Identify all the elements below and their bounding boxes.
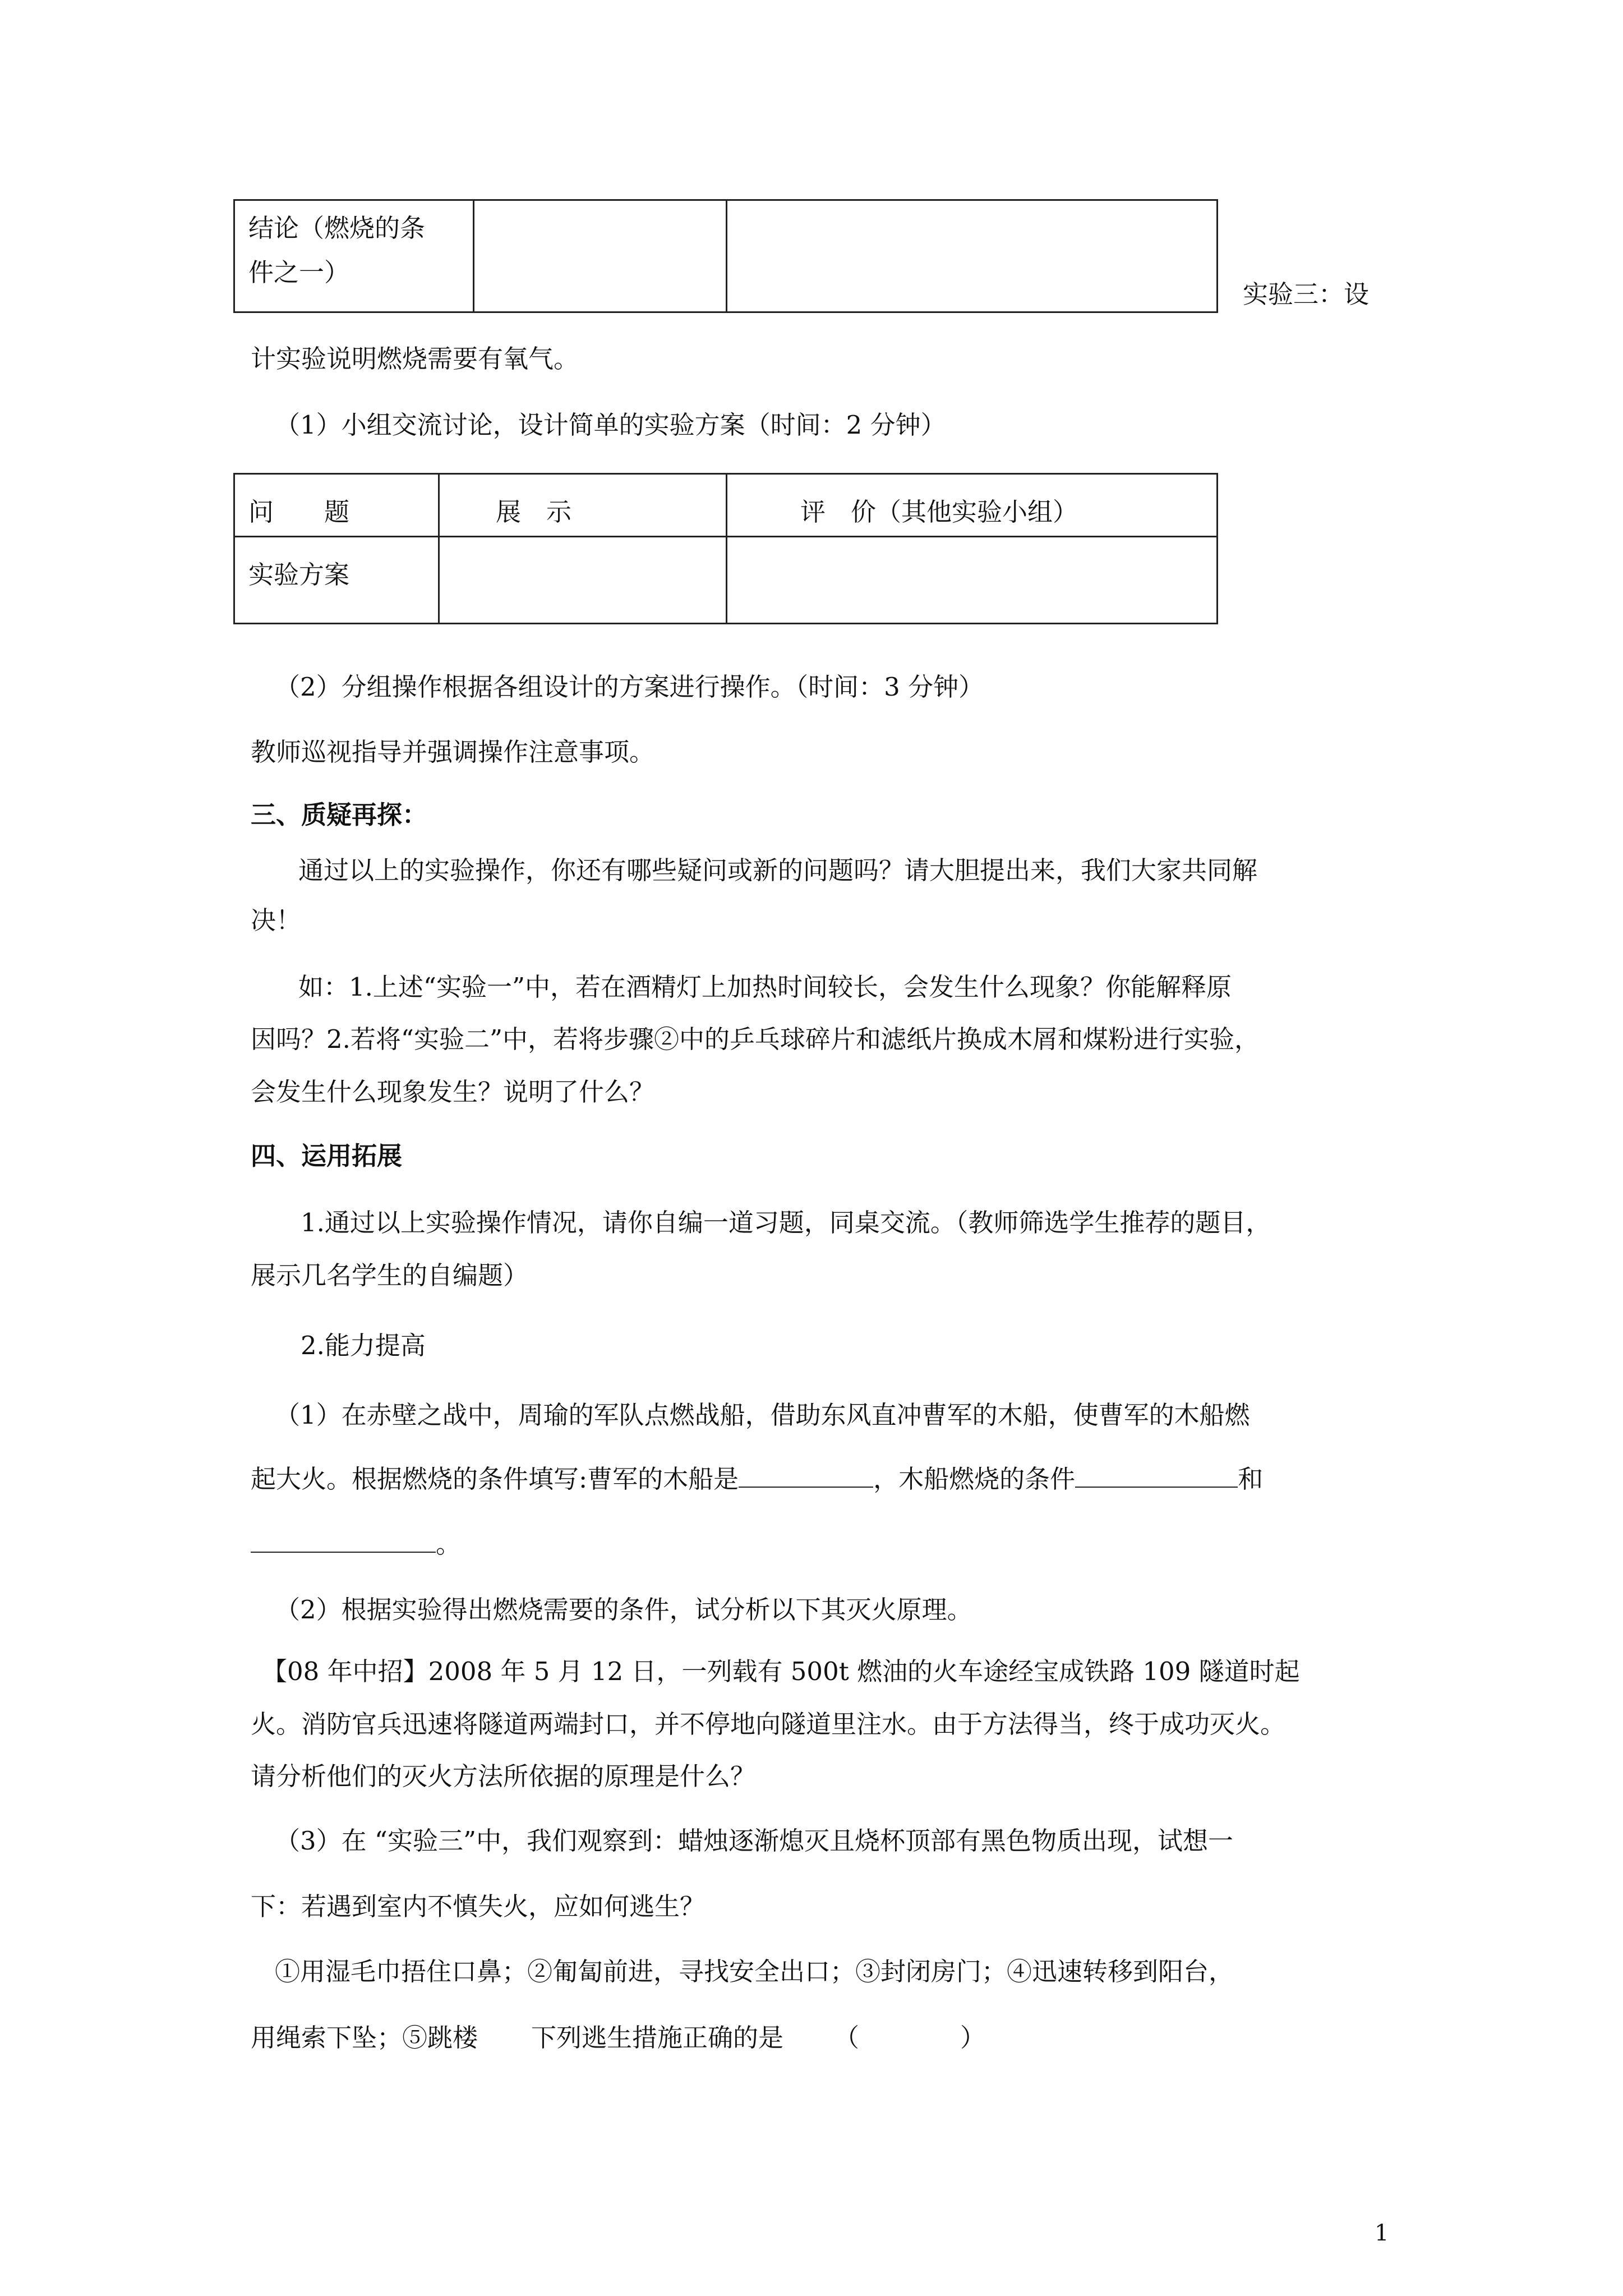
q3-line2: 下：若遇到室内不慎失火，应如何逃生？ (251, 1892, 706, 1921)
experiment-plan-table (233, 473, 1218, 624)
options-line1: ①用湿毛巾捂住口鼻；②匍匐前进，寻找安全出口；③封闭房门；④迅速转移到阳台， (275, 1957, 1234, 1986)
q1-line3 (251, 1531, 461, 1557)
q3-line1: （3）在 “实验三”中，我们观察到：蜡烛逐渐熄灭且烧杯顶部有黑色物质出现，试想一 (275, 1826, 1233, 1856)
header-eval-cell (727, 474, 1218, 537)
page-number: 1 (1375, 2220, 1389, 2246)
conclusion-cell-2 (474, 200, 727, 312)
plan-label: 实验方案 (248, 560, 350, 590)
header-question: 问 题 (248, 497, 350, 527)
section3-heading: 三、质疑再探： (251, 800, 428, 830)
answer-parentheses[interactable]: （ ） (834, 2023, 986, 2053)
blank-2[interactable] (1075, 1487, 1238, 1488)
q1-line2-b: ，木船燃烧的条件 (873, 1464, 1076, 1494)
blank-3[interactable] (251, 1552, 436, 1553)
options-line2-a: 用绳索下坠；⑤跳楼 (251, 2023, 478, 2053)
options-line2 (251, 2023, 986, 2053)
q1-line2 (251, 1466, 1263, 1492)
experiment3-heading-part2: 计实验说明燃烧需要有氧气。 (251, 344, 579, 374)
conclusion-label: 结论（燃烧的条 件之一） (248, 213, 426, 287)
q1-line3-end: 。 (436, 1529, 462, 1559)
header-eval: 评 价（其他实验小组） (800, 497, 1078, 527)
header-question-cell (234, 474, 439, 537)
experiment3-step2: （2）分组操作根据各组设计的方案进行操作。（时间：3 分钟） (275, 672, 984, 702)
options-line2-b: 下列逃生措施正确的是 (531, 2023, 784, 2053)
conclusion-cell-3 (727, 200, 1218, 312)
section4-item1-line1: 1.通过以上实验操作情况，请你自编一道习题，同桌交流。（教师筛选学生推荐的题目， (301, 1208, 1271, 1237)
plan-label-cell (234, 537, 439, 624)
q2: （2）根据实验得出燃烧需要的条件，试分析以下其灭火原理。 (275, 1595, 972, 1625)
section3-para-line1: 通过以上的实验操作，你还有哪些疑问或新的问题吗？请大胆提出来，我们大家共同解 (298, 855, 1258, 885)
section4-item2: 2.能力提高 (301, 1331, 426, 1360)
section4-item1-line2: 展示几名学生的自编题） (251, 1260, 529, 1290)
conclusion-label-cell (234, 200, 474, 312)
header-show-cell (439, 474, 727, 537)
blank-1[interactable] (739, 1487, 873, 1488)
section3-example-line2: 因吗？2.若将“实验二”中，若将步骤②中的乒乓球碎片和滤纸片换成木屑和煤粉进行实验， (251, 1024, 1260, 1054)
header-show: 展 示 (496, 497, 572, 527)
conclusion-table (233, 199, 1218, 313)
news-line3: 请分析他们的灭火方法所依据的原理是什么？ (251, 1761, 756, 1791)
q1-line2-c: 和 (1238, 1464, 1264, 1494)
q1-line1: （1）在赤壁之战中，周瑜的军队点燃战船，借助东风直冲曹军的木船，使曹军的木船燃 (275, 1400, 1250, 1430)
section3-example-line1: 如：1.上述“实验一”中，若在酒精灯上加热时间较长，会发生什么现象？你能解释原 (298, 972, 1232, 1002)
experiment3-step1: （1）小组交流讨论，设计简单的实验方案（时间：2 分钟） (275, 410, 946, 440)
plan-eval-cell (727, 537, 1218, 624)
section3-para-line2: 决！ (251, 905, 302, 935)
q1-line2-a: 起大火。根据燃烧的条件填写:曹军的木船是 (251, 1464, 739, 1494)
teacher-note: 教师巡视指导并强调操作注意事项。 (251, 737, 655, 767)
section4-heading: 四、运用拓展 (251, 1141, 403, 1171)
section3-example-line3: 会发生什么现象发生？说明了什么？ (251, 1077, 655, 1107)
news-line1: 【08 年中招】2008 年 5 月 12 日，一列载有 500t 燃油的火车途经宝成铁路 109 隧道时起 (262, 1657, 1300, 1686)
experiment3-heading-part1: 实验三：设 (1243, 279, 1370, 309)
news-line2: 火。消防官兵迅速将隧道两端封口，并不停地向隧道里注水。由于方法得当，终于成功灭火。 (251, 1709, 1286, 1739)
plan-show-cell (439, 537, 727, 624)
